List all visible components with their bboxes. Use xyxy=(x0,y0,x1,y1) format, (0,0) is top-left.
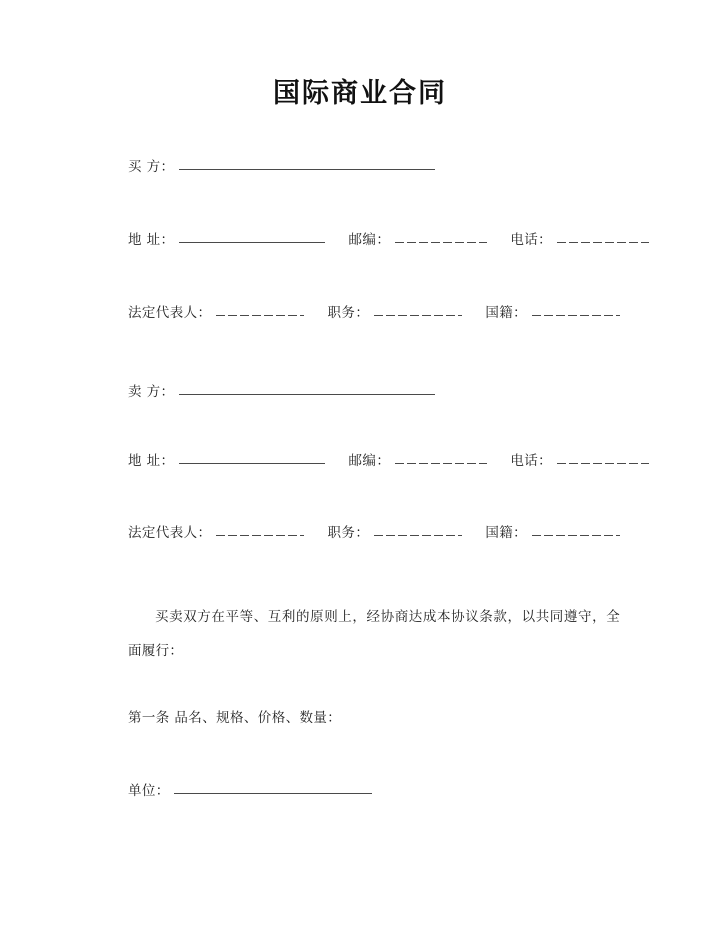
buyer-duty-input[interactable] xyxy=(374,304,462,317)
article-one-heading: 第一条 品名、规格、价格、数量： xyxy=(128,710,342,726)
buyer-duty-label: 职务： xyxy=(327,305,370,321)
seller-postal-input[interactable] xyxy=(395,452,487,465)
seller-nationality-input[interactable] xyxy=(532,524,620,537)
seller-postal-label: 邮编： xyxy=(348,453,391,469)
seller-address-label: 地 址： xyxy=(128,453,175,469)
field-row-buyer-representative xyxy=(128,303,620,323)
unit-label: 单位： xyxy=(128,783,170,799)
seller-duty-label: 职务： xyxy=(327,525,370,541)
buyer-postal-label: 邮编： xyxy=(348,232,391,248)
buyer-address-input[interactable] xyxy=(179,231,325,244)
field-row-seller xyxy=(128,382,435,402)
buyer-postal-input[interactable] xyxy=(395,231,487,244)
seller-duty-input[interactable] xyxy=(374,524,462,537)
unit-input[interactable] xyxy=(174,782,372,795)
buyer-address-label: 地 址： xyxy=(128,232,175,248)
buyer-label: 买 方： xyxy=(128,159,175,175)
agreement-paragraph: 买卖双方在平等、互利的原则上，经协商达成本协议条款，以共同遵守，全面履行： xyxy=(128,609,620,659)
page-title: 国际商业合同 xyxy=(273,78,447,109)
seller-nationality-label: 国籍： xyxy=(485,525,528,541)
buyer-nationality-input[interactable] xyxy=(532,304,620,317)
buyer-nationality-label: 国籍： xyxy=(485,305,528,321)
seller-phone-label: 电话： xyxy=(510,453,553,469)
buyer-input[interactable] xyxy=(179,158,435,171)
seller-input[interactable] xyxy=(179,383,435,396)
seller-address-input[interactable] xyxy=(179,452,325,465)
field-row-seller-representative xyxy=(128,523,620,543)
buyer-phone-label: 电话： xyxy=(510,232,553,248)
field-row-buyer xyxy=(128,157,435,177)
field-row-buyer-address xyxy=(128,230,649,250)
field-row-seller-address xyxy=(128,451,649,471)
seller-phone-input[interactable] xyxy=(557,452,649,465)
field-row-unit xyxy=(128,781,372,801)
buyer-phone-input[interactable] xyxy=(557,231,649,244)
seller-legal-rep-input[interactable] xyxy=(216,524,304,537)
buyer-legal-rep-label: 法定代表人： xyxy=(128,305,212,321)
buyer-legal-rep-input[interactable] xyxy=(216,304,304,317)
seller-legal-rep-label: 法定代表人： xyxy=(128,525,212,541)
seller-label: 卖 方： xyxy=(128,384,175,400)
